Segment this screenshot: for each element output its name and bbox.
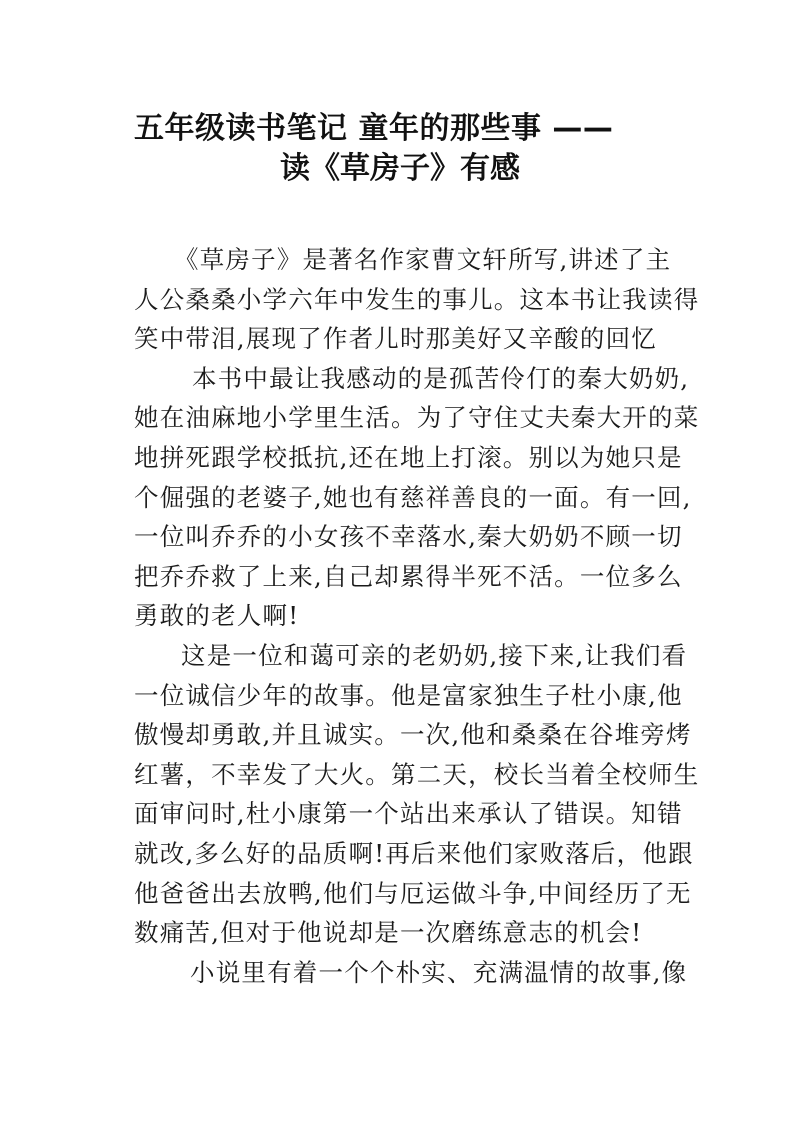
text-line: 面审问时,杜小康第一个站出来承认了错误。知错 [134,799,683,829]
paragraph-4 [134,953,688,993]
text-line: 红薯，不幸发了大火。第二天，校长当着全校师生 [134,759,700,789]
text-line: 这是一位和蔼可亲的老奶奶,接下来,让我们看 [181,640,688,670]
document-title-line-1: 五年级读书笔记 童年的那些事 —— [134,111,614,146]
text-line: 他爸爸出去放鸭,他们与厄运做斗争,中间经历了无 [134,878,692,908]
paragraph-3 [134,636,700,953]
text-line: 《草房子》是著名作家曹文轩所写,讲述了主 [174,245,672,274]
text-line: 一位叫乔乔的小女孩不幸落水,秦大奶奶不顾一切 [134,522,683,552]
text-line: 小说里有着一个个朴实、充满温情的故事,像 [190,957,688,987]
text-line: 勇敢的老人啊! [134,601,300,631]
document-body [134,240,700,992]
text-line: 一位诚信少年的故事。他是富家独生子杜小康,他 [134,680,683,710]
text-line: 地拼死跟学校抵抗,还在地上打滚。别以为她只是 [134,442,683,472]
text-line: 就改,多么好的品质啊!再后来他们家败落后，他跟 [134,838,694,868]
text-line: 傲慢却勇敢,并且诚实。一次,他和桑桑在谷堆旁烤 [134,720,692,750]
paragraph-1 [134,240,700,359]
text-line: 个倔强的老婆子,她也有慈祥善良的一面。有一回, [134,482,692,512]
text-line: 数痛苦,但对于他说却是一次磨练意志的机会! [134,918,643,948]
text-line: 人公桑桑小学六年中发生的事儿。这本书让我读得 [134,284,700,314]
text-line: 把乔乔救了上来,自己却累得半死不活。一位多么 [134,561,683,591]
text-line: 她在油麻地小学里生活。为了守住丈夫秦大开的菜 [134,403,700,433]
paragraph-2 [134,359,700,636]
text-line: 笑中带泪,展现了作者儿时那美好又辛酸的回忆 [134,324,657,354]
text-line: 本书中最让我感动的是孤苦伶仃的秦大奶奶, [192,363,690,393]
document-title-line-2: 读《草房子》有感 [280,151,520,186]
